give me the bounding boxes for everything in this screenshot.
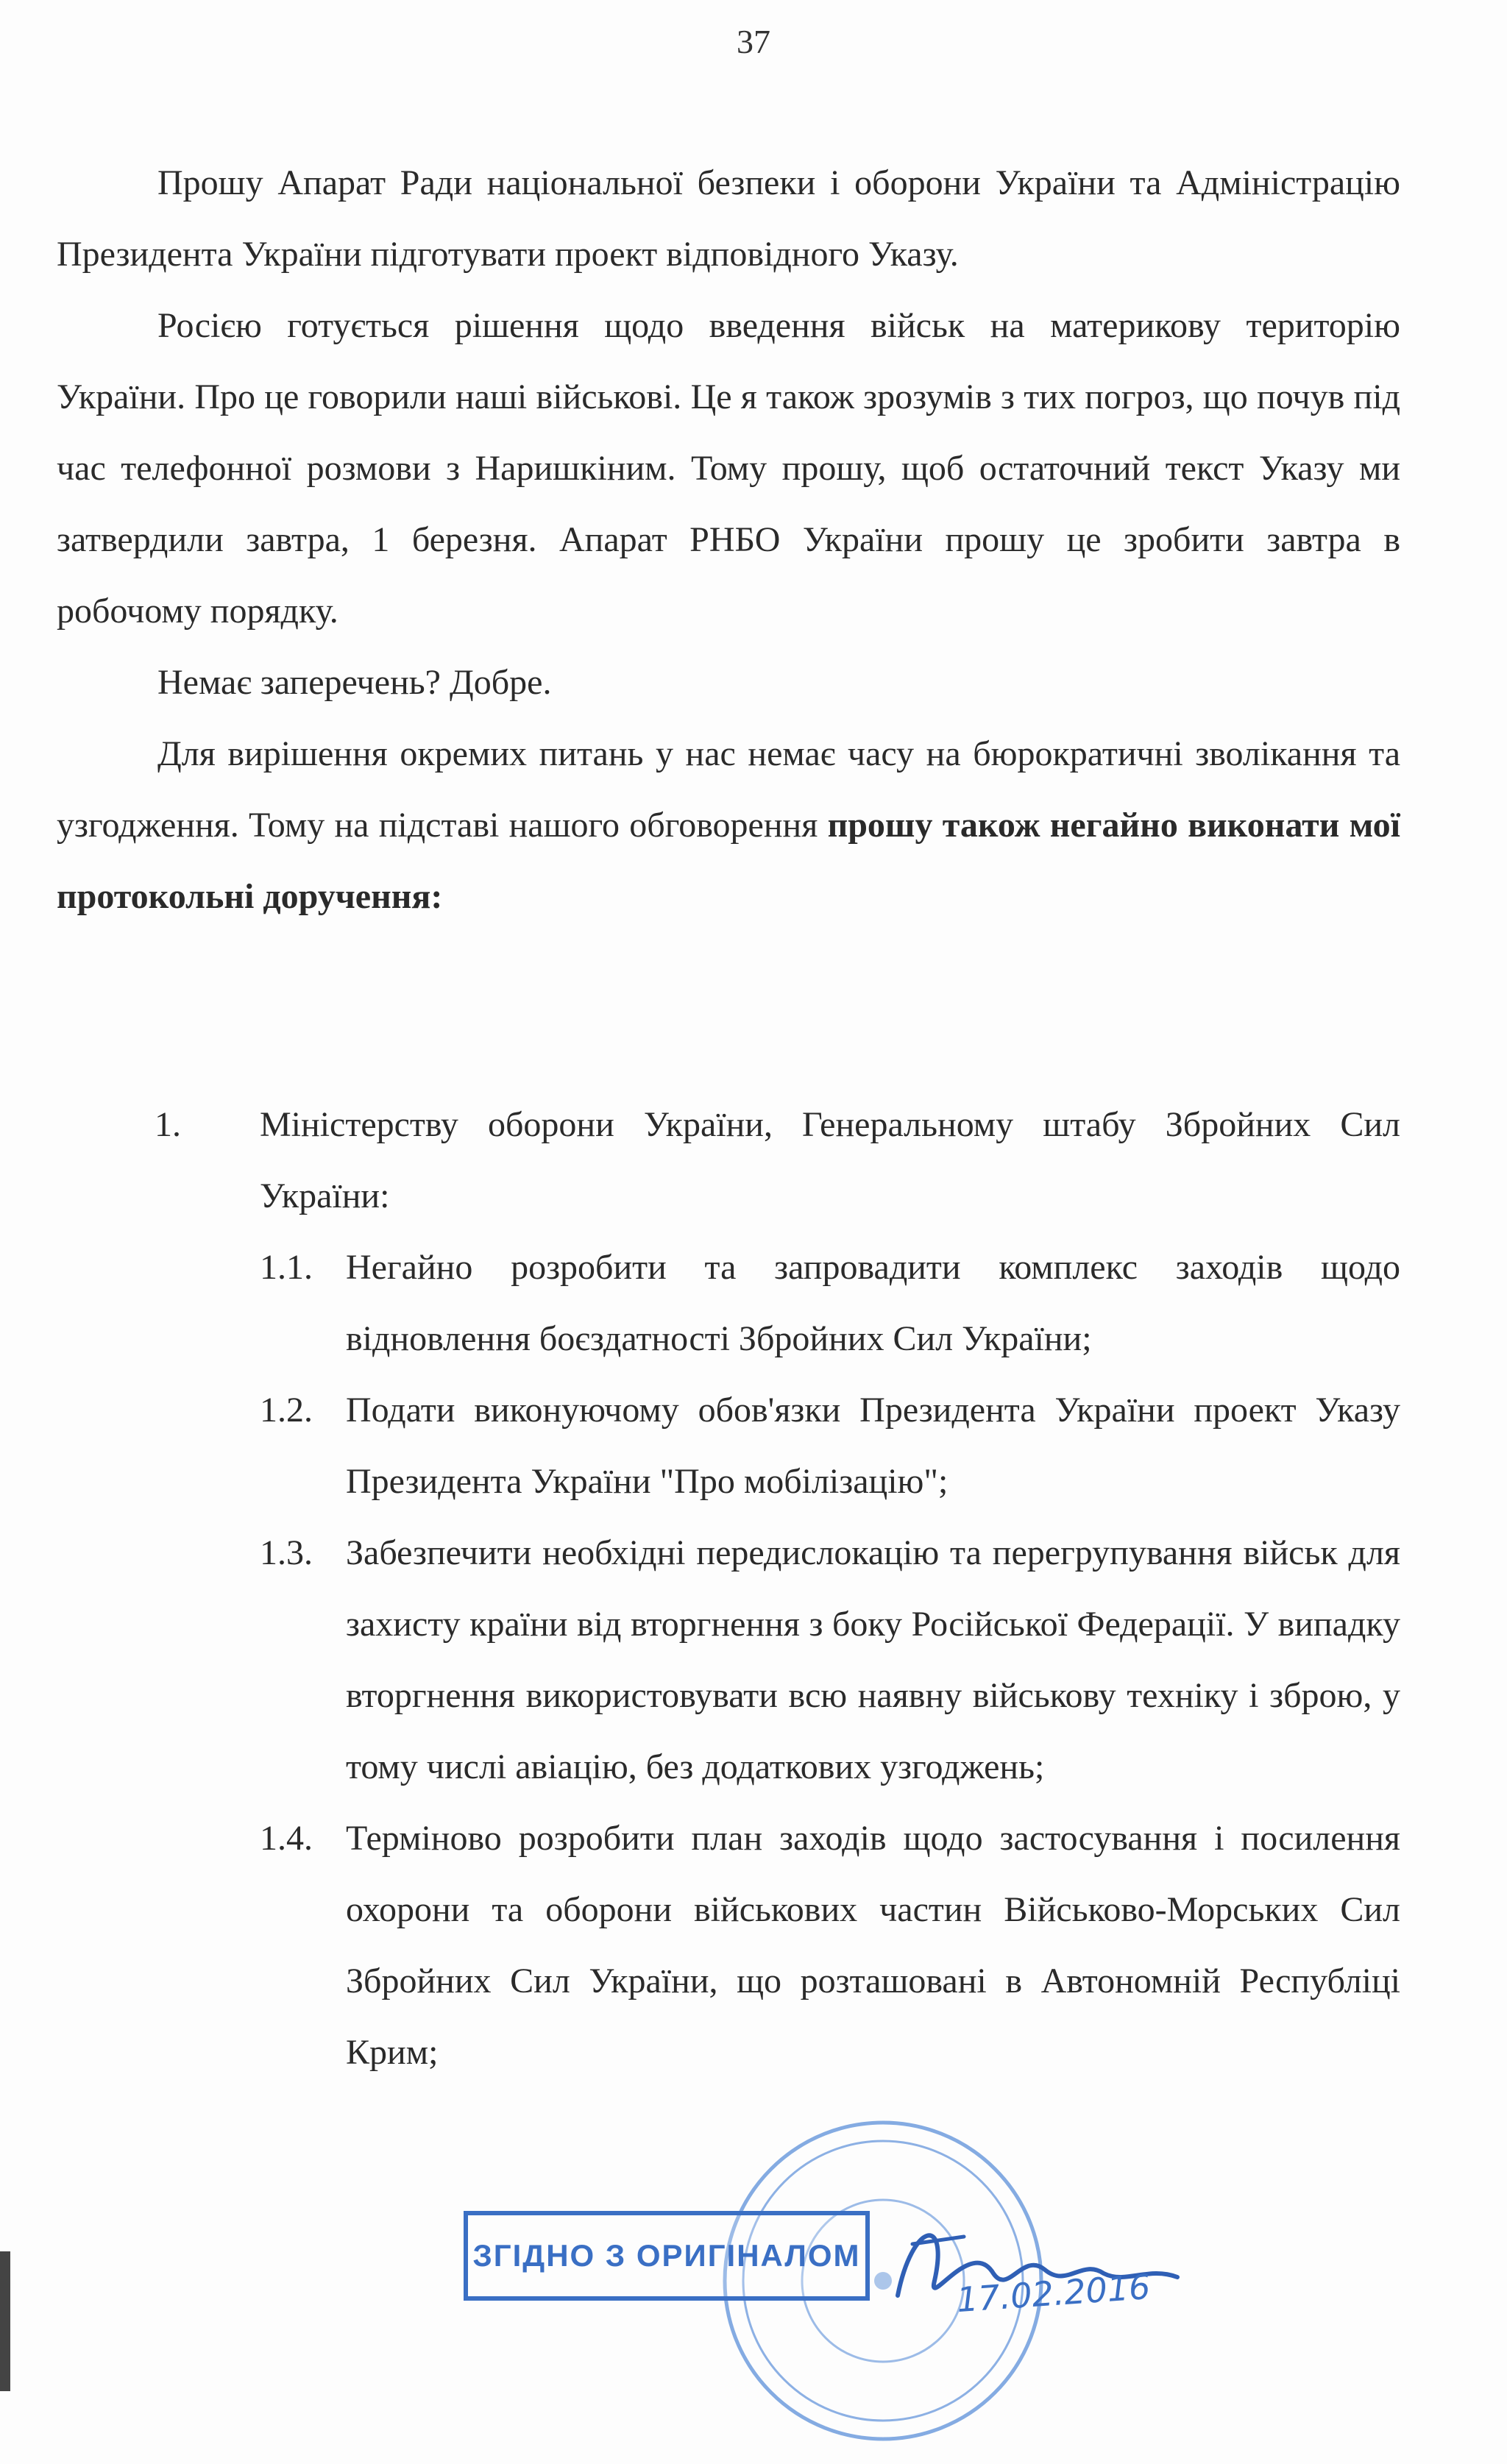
paragraph-instructions-intro — [57, 718, 1400, 932]
paragraph-russia-troops: Росією готується рішення щодо введення військ на материкову територію України. Про це говорили наші військові. Це я також зрозумів з тих погроз, що почув під час телефонної розмови з Наришкіним. Тому прошу, щоб остаточний текст Указу ми затвердили завтра, 1 березня. Апарат РНБО України прошу це зробити завтра в робочому порядку. — [57, 306, 1400, 631]
signature-date: 17.02.2016 — [955, 2266, 1152, 2321]
list-subitem-1-2-number: 1.2. — [260, 1391, 313, 1430]
instructions-list — [0, 1089, 1507, 2088]
instructions-intro-text: Для вирішення окремих питань у нас немає часу на бюрократичні зволікання та узгодження. Тому на підставі нашого обговорення — [57, 734, 1400, 845]
list-subitem-1-3-text: Забезпечити необхідні передислокацію та перегрупування військ для захисту країни від вторгнення з боку Російської Федерації. У випадку вторгнення використовувати всю наявну військову техніку і зброю, у тому числі авіацію, без додаткових узгоджень; — [346, 1533, 1400, 1786]
body-text — [57, 147, 1400, 932]
list-subitem-1-3-number: 1.3. — [260, 1533, 313, 1572]
list-item-1-text: Міністерству оборони України, Генеральному штабу Збройних Сил України: — [260, 1105, 1400, 1215]
certified-copy-stamp: ЗГІДНО З ОРИГІНАЛОМ — [464, 2211, 870, 2301]
list-subitem-1-1-text: Негайно розробити та запровадити комплекс заходів щодо відновлення боєздатності Збройних Сил України; — [346, 1248, 1400, 1358]
list-subitem-1-2-text: Подати виконуючому обов'язки Президента України проект Указу Президента України "Про мобілізацію"; — [346, 1391, 1400, 1501]
list-subitem-1-4-text: Терміново розробити план заходів щодо застосування і посилення охорони та оборони військових частин Військово-Морських Сил Збройних Сил України, що розташовані в Автономній Республіці Крим; — [346, 1819, 1400, 2072]
list-item-1 — [0, 1089, 1507, 1232]
list-subitem-1-1 — [0, 1232, 1507, 1374]
list-subitem-1-4-number: 1.4. — [260, 1819, 313, 1858]
instructions-intro-bold: прошу також негайно виконати мої протокольні доручення: — [57, 806, 1401, 916]
list-subitem-1-2 — [0, 1374, 1507, 1517]
scan-edge-mark — [0, 2251, 10, 2391]
list-subitem-1-3 — [0, 1517, 1507, 1803]
signature-icon — [883, 2193, 1192, 2340]
paragraph-no-objections: Немає заперечень? Добре. — [157, 663, 552, 702]
paragraph-request-draft: Прошу Апарат Ради національної безпеки і оборони України та Адміністрацію Президента України підготувати проект відповідного Указу. — [57, 163, 1400, 274]
list-subitem-1-4 — [0, 1803, 1507, 2088]
page-number: 37 — [737, 23, 770, 60]
list-item-1-number: 1. — [155, 1105, 181, 1144]
list-subitem-1-1-number: 1.1. — [260, 1248, 313, 1287]
